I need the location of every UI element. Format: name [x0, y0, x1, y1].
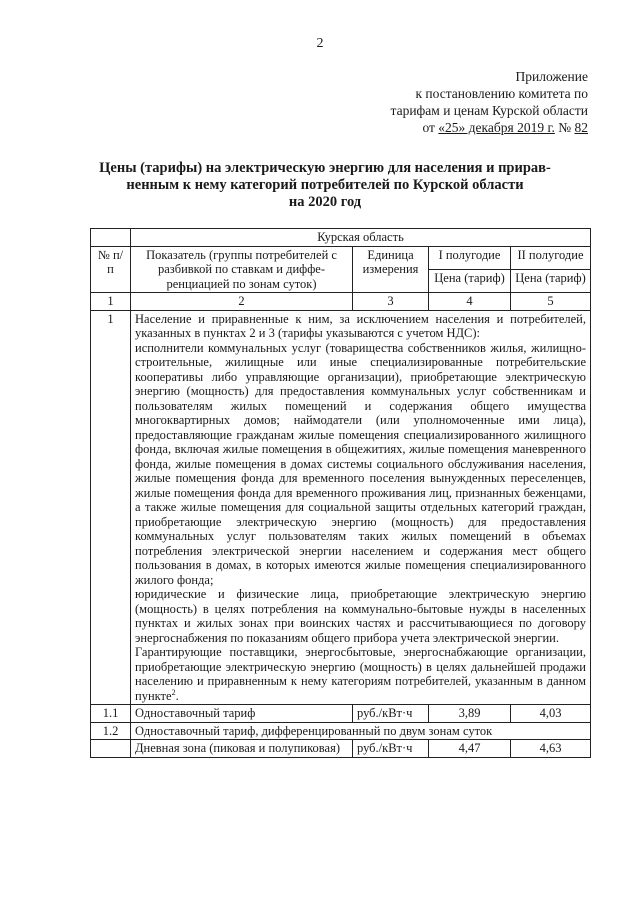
description-paragraph-3: юридические и физические лица, приобретающие электрическую энергию (мощность) в целях потребления на коммунально-бытовые нужды в населенных пунктах и жилых зонах при воинских частях и рассчитывающиеся по договору энергоснабжения по показаниям общего прибора учета электрической энергии.: [135, 587, 586, 645]
paragraph-4-text: Гарантирующие поставщики, энергосбытовые, энергоснабжающие организации, приобретающие электрическую энергию (мощность) в целях дальнейшей продажи населению и приравненным к нему категориям потребителей, указанным в данном пункте: [135, 645, 586, 703]
row-label: Одноставочный тариф: [131, 705, 353, 723]
table-row: [91, 705, 591, 723]
table-row: [91, 740, 591, 758]
document-title: [90, 160, 560, 211]
header-unit: Единица измерения: [353, 246, 429, 293]
appendix-date-line: [348, 119, 588, 136]
col-number-4: 4: [429, 293, 511, 311]
row-number: 1: [91, 310, 131, 705]
appendix-line-2: к постановлению комитета по: [415, 86, 588, 101]
col-number-5: 5: [511, 293, 591, 311]
header-half-2: II полугодие: [511, 246, 591, 269]
header-num: № п/п: [91, 246, 131, 293]
row-description: [131, 310, 591, 705]
date-prefix: от: [422, 120, 439, 135]
appendix-line-3: тарифам и ценам Курской области: [390, 103, 588, 118]
decree-date: «25» декабря 2019 г.: [438, 120, 555, 135]
header-indicator: Показатель (группы потребителей с разбивкой по ставкам и диффе-ренциацией по зонам суток): [131, 246, 353, 293]
row-number: 1.1: [91, 705, 131, 723]
title-line-1: Цены (тарифы) на электрическую энергию для населения и прирав-: [99, 160, 551, 176]
row-unit: руб./кВт·ч: [353, 705, 429, 723]
col-number-2: 2: [131, 293, 353, 311]
row-unit: руб./кВт·ч: [353, 740, 429, 758]
table-row: [91, 722, 591, 740]
col-number-1: 1: [91, 293, 131, 311]
number-prefix: №: [554, 120, 575, 135]
col-number-3: 3: [353, 293, 429, 311]
header-row: [91, 246, 591, 269]
header-price-1: Цена (тариф): [429, 269, 511, 292]
price-half-1: 4,47: [429, 740, 511, 758]
appendix-header: [348, 68, 588, 136]
price-half-2: 4,03: [511, 705, 591, 723]
price-half-2: 4,63: [511, 740, 591, 758]
header-price-2: Цена (тариф): [511, 269, 591, 292]
description-paragraph-4: Гарантирующие поставщики, энергосбытовые, энергоснабжающие организации, приобретающие электрическую энергию (мощность) в целях дальнейшей продажи населению и приравненным к нему категориям потребителей, указанным в данном пункте$^2$.: [135, 645, 586, 703]
table-row: [91, 310, 591, 705]
tariff-table: [90, 228, 591, 758]
description-paragraph-2: исполнители коммунальных услуг (товарищества собственников жилья, жилищно-строительные, жилищные или иные специализированные потребительские кооперативы либо управляющие организации), приобретающие электрическую энергию (мощность) для предоставления коммунальных услуг собственникам и пользователям жилых помещений и содержания общего имущества многоквартирных домов; наймодатели (или уполномоченные ими лица), предоставляющие гражданам жилые помещения специализированного жилищного фонда, включая жилые помещения в общежитиях, жилые помещения маневренного фонда, жилые помещения в домах системы социального обслуживания населения, жилые помещения фонда для временного поселения вынужденных переселенцев, жилые помещения фонда для временного проживания лиц, признанных беженцами, а также жилые помещения для социальной защиты отдельных категорий граждан, приобретающие электрическую энергию (мощность) для предоставления коммунальных услуг пользователям таких жилых помещений в объемах потребления электрической энергии населением и содержания мест общего пользования в домах, в которых имеются жилые помещения специализированного жилого фонда;: [135, 340, 586, 587]
description-paragraph-1: Население и приравненные к ним, за исключением населения и потребителей, указанных в пунктах 2 и 3 (тарифы указываются с учетом НДС):: [135, 311, 586, 340]
page-number: 2: [316, 36, 324, 51]
region-row: [91, 229, 591, 247]
decree-number: 82: [574, 120, 588, 135]
footnote-mark: 2: [171, 687, 176, 697]
row-number: 1.2: [91, 722, 131, 740]
row-label: Одноставочный тариф, дифференцированный по двум зонам суток: [131, 722, 591, 740]
price-half-1: 3,89: [429, 705, 511, 723]
region-name: Курская область: [131, 229, 591, 247]
column-number-row: [91, 293, 591, 311]
title-line-2: ненным к нему категорий потребителей по Курской области: [126, 177, 524, 193]
header-half-1: I полугодие: [429, 246, 511, 269]
appendix-line-1: Приложение: [515, 69, 588, 84]
row-label: Дневная зона (пиковая и полупиковая): [131, 740, 353, 758]
title-line-3: на 2020 год: [288, 194, 362, 210]
